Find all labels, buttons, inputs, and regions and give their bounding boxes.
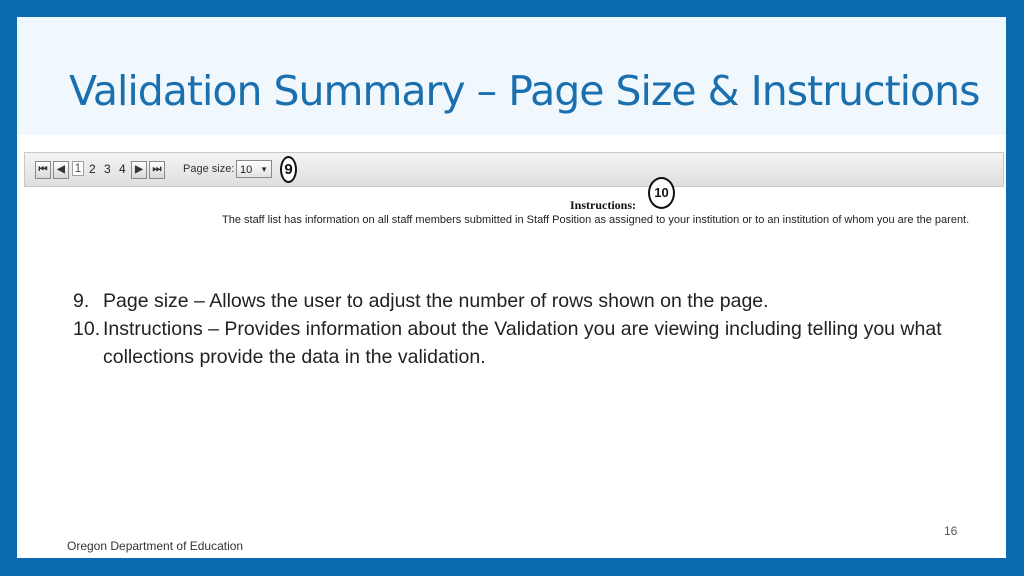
page-link-current[interactable]: 1 (72, 161, 84, 176)
prev-page-icon[interactable]: ◀ (53, 161, 69, 179)
slide-title: Validation Summary – Page Size & Instructions (69, 67, 980, 115)
list-item-text: Page size – Allows the user to adjust the number of rows shown on the page. (103, 290, 769, 312)
next-page-icon[interactable]: ▶ (131, 161, 147, 179)
list-item-text: Instructions – Provides information about the Validation you are viewing including telling you what collections provide the data in the validation. (103, 318, 942, 368)
explanation-list (73, 287, 973, 371)
list-item (73, 287, 973, 315)
instructions-label: Instructions: (570, 198, 637, 212)
embedded-screenshot (24, 152, 1004, 232)
first-page-icon[interactable]: ⏮ (35, 161, 51, 179)
title-band (17, 17, 1006, 135)
pager-bar (24, 152, 1004, 187)
list-item (73, 315, 973, 371)
instructions-text: The staff list has information on all staff members submitted in Staff Position as assigned to your institution or to an institution of whom you are the parent. (222, 214, 970, 226)
chevron-down-icon: ▼ (260, 165, 268, 174)
slide (17, 17, 1006, 558)
list-item-number: 9. (73, 290, 90, 312)
page-size-label: Page size: (183, 163, 235, 175)
callout-10: 10 (648, 177, 675, 209)
page-size-value: 10 (240, 164, 253, 176)
last-page-icon[interactable]: ⏭ (149, 161, 165, 179)
callout-9: 9 (280, 156, 297, 183)
list-item-number: 10. (73, 318, 101, 340)
page-link[interactable]: 4 (119, 162, 126, 176)
page-link[interactable]: 2 (89, 162, 96, 176)
page-size-select[interactable] (236, 160, 272, 178)
slide-number: 16 (944, 524, 958, 538)
page-link[interactable]: 3 (104, 162, 111, 176)
footer-org: Oregon Department of Education (67, 539, 244, 553)
